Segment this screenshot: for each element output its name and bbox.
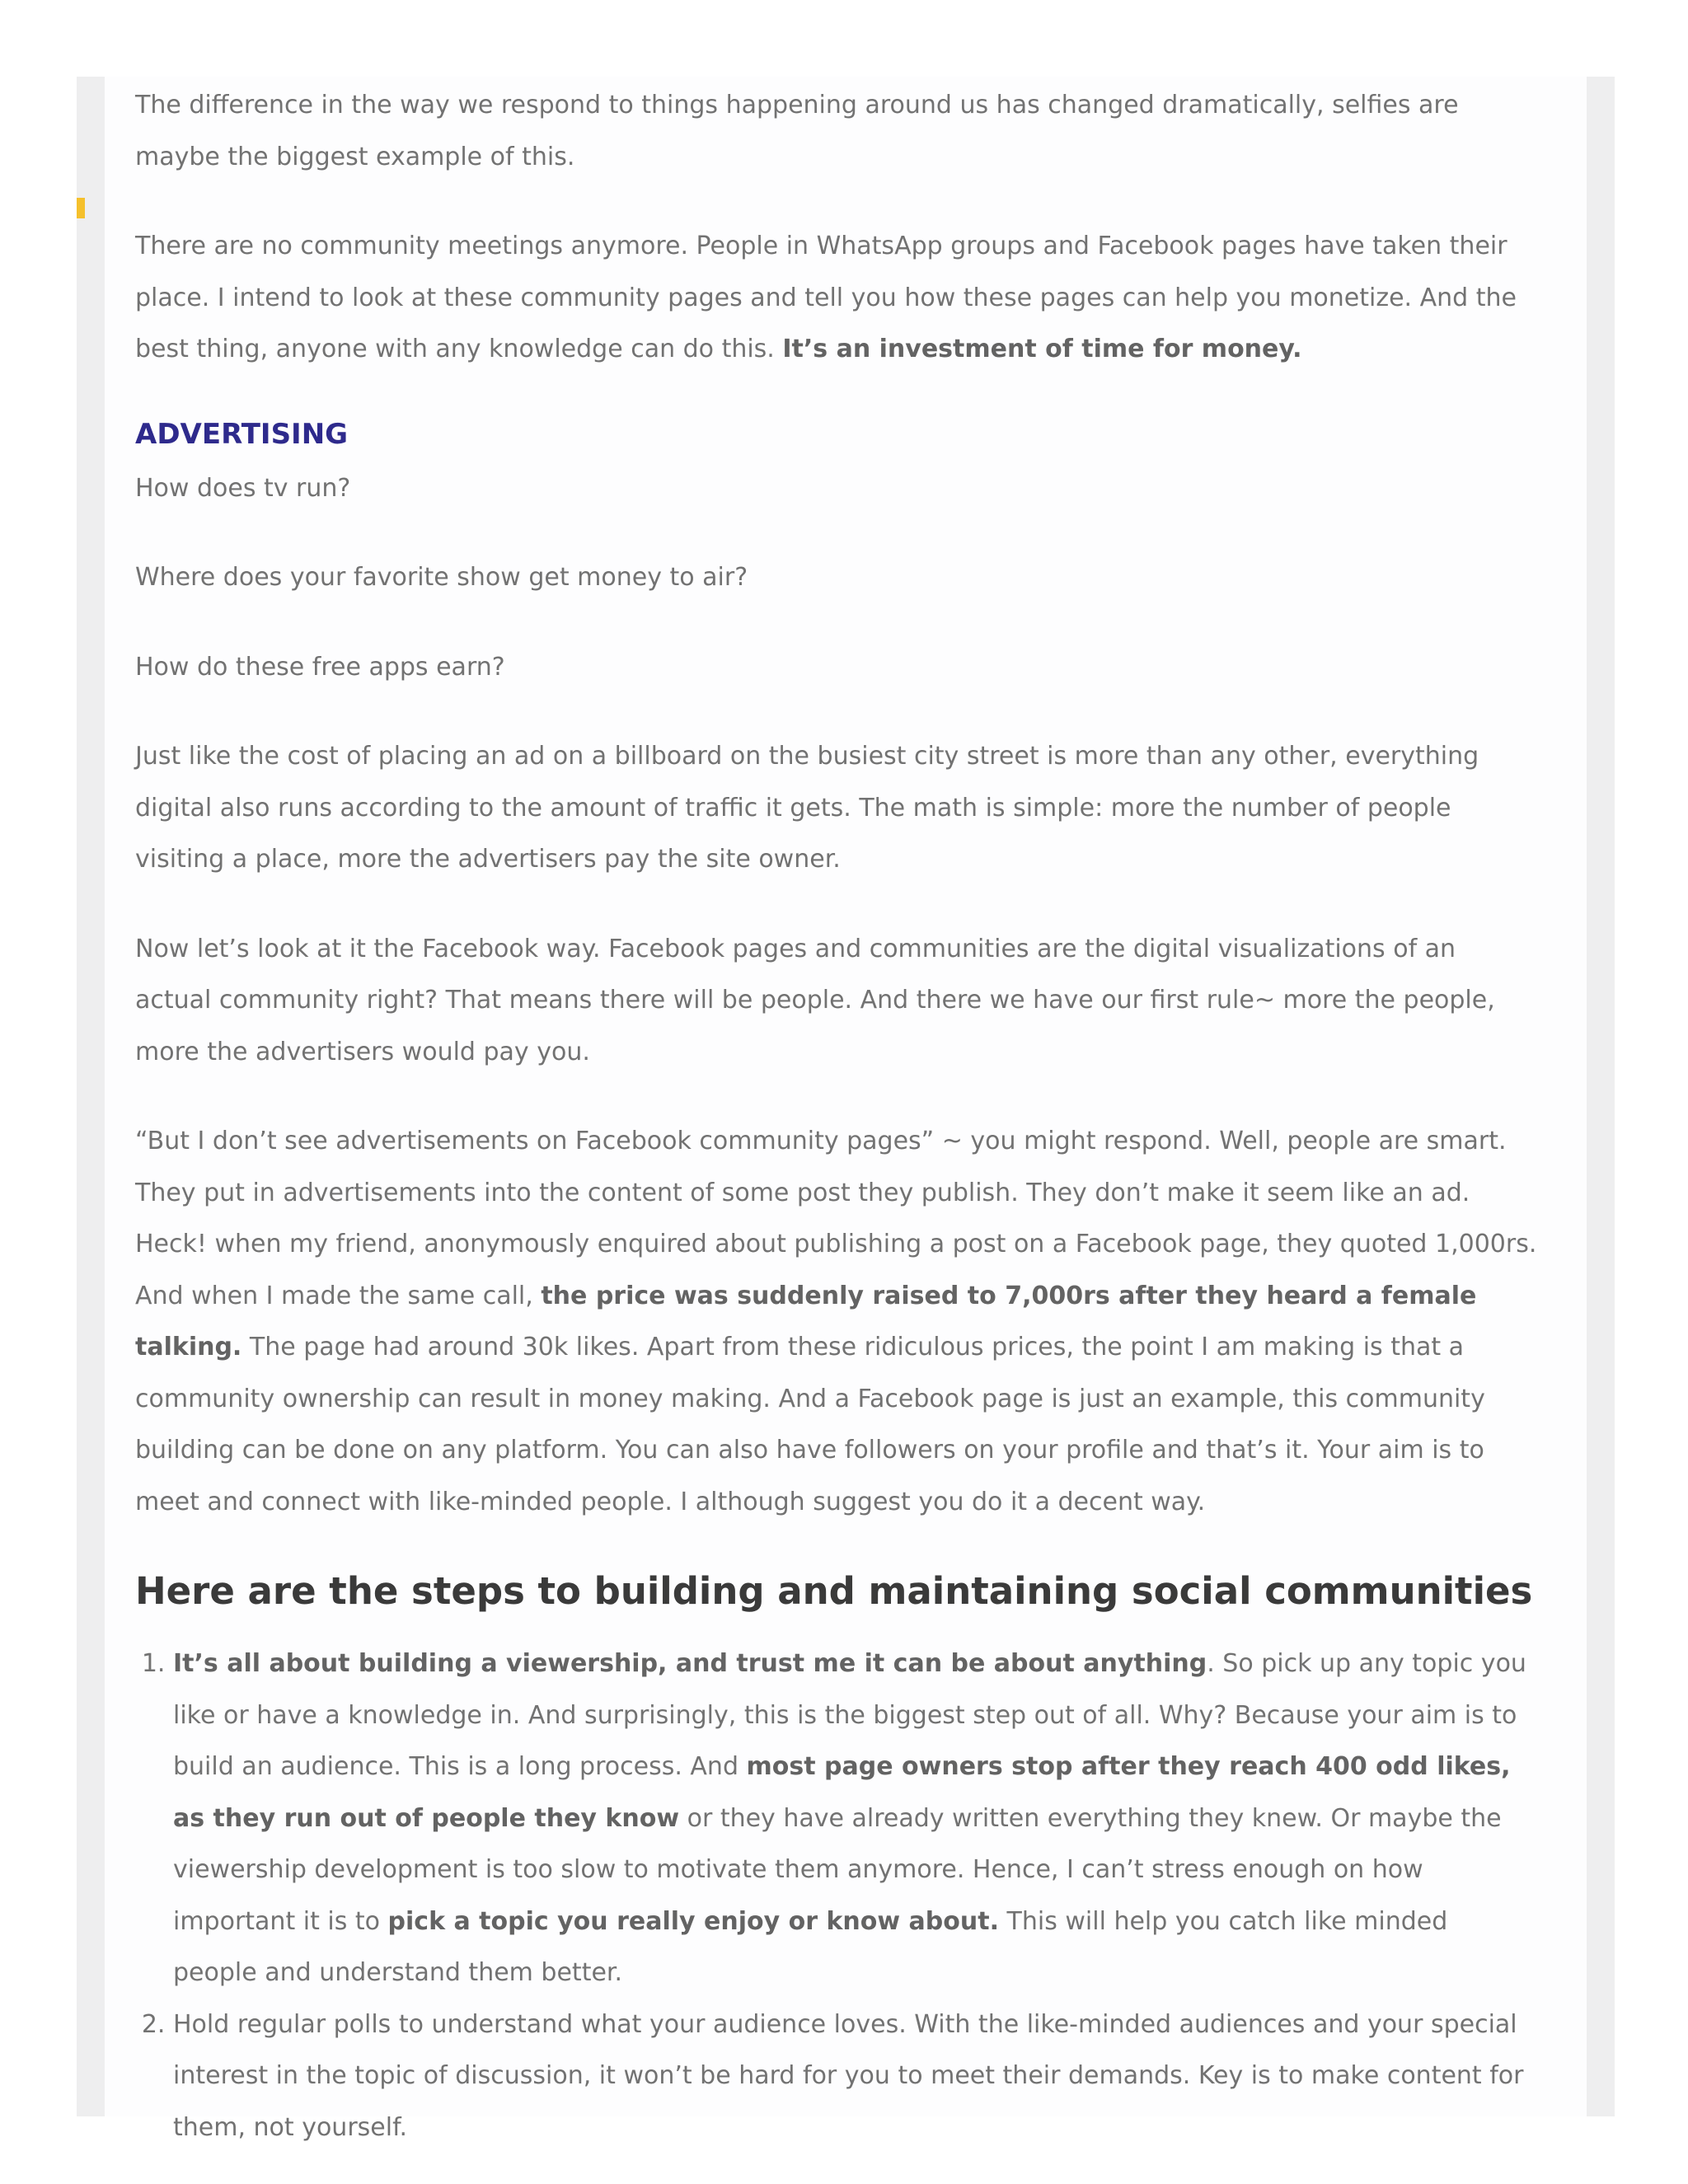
question-show: Where does your favorite show get money to air? [135, 563, 748, 592]
advertising-paragraph-1: Just like the cost of placing an ad on a billboard on the busiest city street is more than any other, everything digital also runs according to the amount of traffic it gets. The math is simple: more the number of people visiting a place, more the advertisers pay the site owner. [135, 742, 1479, 874]
list-item [173, 1638, 1537, 1999]
intro-paragraph-2-text: There are no community meetings anymore. People in WhatsApp groups and Facebook pages have taken their place. I intend to look at these community pages and tell you how these pages can help you monetize. And the best thing, anyone with any knowledge can do this. [135, 232, 1517, 363]
step1-text-3: This will help you catch like minded people and understand them better. [173, 1906, 1448, 1987]
step1-text-2: or they have already written everything they knew. Or maybe the viewership development is too slow to motivate them anymore. Hence, I can’t stress enough on how important it is to [173, 1803, 1502, 1936]
step1-text-1: . So pick up any topic you like or have a knowledge in. And surprisingly, this is the biggest step out of all. Why? Because your aim is to build an audience. This is a long process. And [173, 1649, 1526, 1781]
list-item: 2. Hold regular polls to understand what your audience loves. With the like-minded audiences and your special interest in the topic of discussion, it won’t be hard for you to meet their demands. Key is to make content for them, not yourself. [173, 1999, 1537, 2154]
question-apps: How do these free apps earn? [135, 652, 505, 682]
step1-bold-3: pick a topic you really enjoy or know about. [387, 1906, 999, 1936]
step1-bold-1: It’s all about building a viewership, and trust me it can be about anything [173, 1649, 1207, 1678]
advertising-paragraph-3-b: The page had around 30k likes. Apart from these ridiculous prices, the point I am making is that a community ownership can result in money making. And a Facebook page is just an example, this community building can be done on any platform. You can also have followers on your profile and that’s it. Your aim is to meet and connect with like-minded people. I although suggest you do it a decent way. [135, 1333, 1485, 1516]
step1-bold-2: most page owners stop after they reach 400 odd likes, as they run out of people they know [173, 1752, 1511, 1833]
advertising-paragraph-2: Now let’s look at it the Facebook way. Facebook pages and communities are the digital visualizations of an actual community right? That means there will be people. And there we have our first rule~ more the people, more the advertisers would pay you. [135, 934, 1495, 1066]
advertising-paragraph-3-bold: the price was suddenly raised to 7,000rs after they heard a female talking. [135, 1281, 1477, 1361]
article-content [105, 77, 1587, 2142]
steps-heading: Here are the steps to building and maintaining social communities [135, 1569, 1533, 1613]
advertising-paragraph-3 [135, 1116, 1537, 1528]
intro-bold-text: It’s an investment of time for money. [782, 335, 1302, 363]
steps-list [135, 1638, 1537, 2154]
intro-paragraph-1: The difference in the way we respond to things happening around us has changed dramatically, selfies are maybe the biggest example of this. [135, 91, 1459, 171]
question-tv: How does tv run? [135, 473, 351, 503]
accent-marker [77, 198, 85, 218]
left-gutter [77, 77, 105, 2116]
advertising-paragraph-3-a: “But I don’t see advertisements on Facebook community pages” ~ you might respond. Well, people are smart. They put in advertisements into the content of some post they publish. They don’t make it seem like an ad. Heck! when my friend, anonymously enquired about publishing a post on a Facebook page, they quoted 1,000rs. And when I made the same call, [135, 1127, 1537, 1310]
advertising-heading: ADVERTISING [135, 417, 349, 451]
right-gutter [1587, 77, 1615, 2116]
intro-paragraph-2 [135, 221, 1537, 376]
